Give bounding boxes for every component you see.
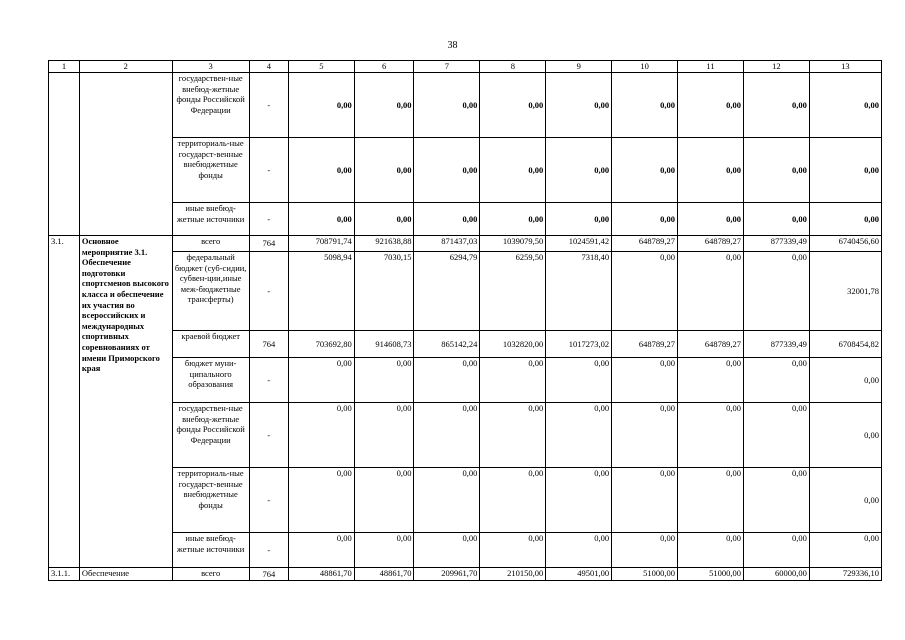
- code-cell: -: [249, 252, 288, 331]
- value-cell: 0,00: [414, 533, 480, 568]
- value-cell: 0,00: [678, 358, 744, 403]
- value-cell: 48861,70: [354, 568, 414, 581]
- value-cell: 729336,10: [809, 568, 881, 581]
- value-cell: 648789,27: [678, 331, 744, 358]
- code-cell: -: [249, 403, 288, 468]
- name-cell: Обеспечение: [79, 568, 172, 581]
- value-cell: 0,00: [809, 403, 881, 468]
- code-cell: -: [249, 533, 288, 568]
- name-cell: [79, 73, 172, 236]
- source-cell: иные внебюд-жетные источники: [172, 533, 249, 568]
- value-cell: 877339,49: [743, 236, 809, 252]
- value-cell: 0,00: [743, 138, 809, 203]
- value-cell: 48861,70: [288, 568, 354, 581]
- table-row: [49, 73, 882, 138]
- value-cell: 871437,03: [414, 236, 480, 252]
- value-cell: 0,00: [678, 403, 744, 468]
- value-cell: 0,00: [288, 138, 354, 203]
- code-cell: -: [249, 73, 288, 138]
- value-cell: 0,00: [480, 138, 546, 203]
- value-cell: 5098,94: [288, 252, 354, 331]
- table-row: [49, 468, 882, 533]
- value-cell: 0,00: [809, 533, 881, 568]
- value-cell: 0,00: [612, 203, 678, 236]
- value-cell: 0,00: [743, 73, 809, 138]
- column-header: 8: [480, 61, 546, 73]
- value-cell: 0,00: [546, 403, 612, 468]
- value-cell: 0,00: [612, 468, 678, 533]
- source-cell: всего: [172, 236, 249, 252]
- value-cell: 0,00: [354, 138, 414, 203]
- value-cell: 0,00: [414, 73, 480, 138]
- value-cell: 0,00: [678, 203, 744, 236]
- value-cell: 0,00: [743, 468, 809, 533]
- value-cell: 0,00: [612, 403, 678, 468]
- value-cell: 648789,27: [612, 236, 678, 252]
- column-header: 2: [79, 61, 172, 73]
- value-cell: 0,00: [809, 468, 881, 533]
- value-cell: 0,00: [288, 73, 354, 138]
- value-cell: 49501,00: [546, 568, 612, 581]
- value-cell: 6708454,82: [809, 331, 881, 358]
- value-cell: 0,00: [809, 73, 881, 138]
- value-cell: 210150,00: [480, 568, 546, 581]
- value-cell: 0,00: [546, 358, 612, 403]
- source-cell: краевой бюджет: [172, 331, 249, 358]
- value-cell: 0,00: [743, 403, 809, 468]
- value-cell: 6259,50: [480, 252, 546, 331]
- column-header: 13: [809, 61, 881, 73]
- column-header: 10: [612, 61, 678, 73]
- value-cell: 648789,27: [678, 236, 744, 252]
- value-cell: 0,00: [414, 138, 480, 203]
- column-header: 3: [172, 61, 249, 73]
- value-cell: 51000,00: [678, 568, 744, 581]
- value-cell: 0,00: [354, 468, 414, 533]
- value-cell: 0,00: [678, 533, 744, 568]
- value-cell: 0,00: [743, 358, 809, 403]
- number-cell: 3.1.1.: [49, 568, 80, 581]
- table-row: [49, 358, 882, 403]
- value-cell: 0,00: [354, 203, 414, 236]
- value-cell: 7030,15: [354, 252, 414, 331]
- budget-table: [48, 60, 882, 581]
- value-cell: 0,00: [414, 403, 480, 468]
- table-row: [49, 236, 882, 252]
- value-cell: 0,00: [354, 358, 414, 403]
- value-cell: 0,00: [612, 138, 678, 203]
- number-cell: 3.1.: [49, 236, 80, 568]
- column-header: 4: [249, 61, 288, 73]
- value-cell: 1017273,02: [546, 331, 612, 358]
- source-cell: территориаль-ные государст-венные внебюджетные фонды: [172, 468, 249, 533]
- value-cell: 0,00: [414, 203, 480, 236]
- source-cell: бюджет муни-ципального образования: [172, 358, 249, 403]
- table-row: [49, 533, 882, 568]
- code-cell: -: [249, 468, 288, 533]
- value-cell: 6294,79: [414, 252, 480, 331]
- column-header: 12: [743, 61, 809, 73]
- value-cell: 0,00: [354, 403, 414, 468]
- value-cell: 0,00: [354, 73, 414, 138]
- value-cell: 0,00: [546, 533, 612, 568]
- table-row: [49, 252, 882, 331]
- value-cell: 0,00: [546, 468, 612, 533]
- value-cell: 0,00: [743, 252, 809, 331]
- value-cell: 0,00: [288, 403, 354, 468]
- value-cell: 0,00: [678, 468, 744, 533]
- column-header: 7: [414, 61, 480, 73]
- value-cell: 0,00: [354, 533, 414, 568]
- value-cell: 0,00: [414, 468, 480, 533]
- code-cell: 764: [249, 236, 288, 252]
- table-row: [49, 568, 882, 581]
- value-cell: 0,00: [414, 358, 480, 403]
- source-cell: федеральный бюджет (суб-сидии, субвен-ции,иные меж-бюджетные трансферты): [172, 252, 249, 331]
- value-cell: 0,00: [612, 533, 678, 568]
- value-cell: 0,00: [612, 73, 678, 138]
- value-cell: 914608,73: [354, 331, 414, 358]
- value-cell: 0,00: [612, 358, 678, 403]
- value-cell: 0,00: [678, 138, 744, 203]
- value-cell: 0,00: [546, 138, 612, 203]
- source-cell: всего: [172, 568, 249, 581]
- value-cell: 877339,49: [743, 331, 809, 358]
- code-cell: -: [249, 203, 288, 236]
- column-header: 11: [678, 61, 744, 73]
- table-row: [49, 203, 882, 236]
- source-cell: территориаль-ные государст-венные внебюджетные фонды: [172, 138, 249, 203]
- value-cell: 0,00: [288, 203, 354, 236]
- value-cell: 0,00: [288, 533, 354, 568]
- value-cell: 0,00: [480, 203, 546, 236]
- value-cell: 0,00: [809, 203, 881, 236]
- value-cell: 921638,88: [354, 236, 414, 252]
- value-cell: 1024591,42: [546, 236, 612, 252]
- page-number: 38: [447, 40, 458, 51]
- header-row: [49, 61, 882, 73]
- value-cell: 708791,74: [288, 236, 354, 252]
- value-cell: 0,00: [480, 358, 546, 403]
- value-cell: 0,00: [678, 73, 744, 138]
- value-cell: 1032820,00: [480, 331, 546, 358]
- value-cell: 0,00: [546, 73, 612, 138]
- table-row: [49, 331, 882, 358]
- column-header: 6: [354, 61, 414, 73]
- table-row: [49, 138, 882, 203]
- value-cell: 0,00: [288, 468, 354, 533]
- source-cell: государствен-ные внебюд-жетные фонды Российской Федерации: [172, 73, 249, 138]
- value-cell: 0,00: [809, 138, 881, 203]
- table-row: [49, 403, 882, 468]
- value-cell: 0,00: [743, 533, 809, 568]
- code-cell: -: [249, 138, 288, 203]
- value-cell: 0,00: [546, 203, 612, 236]
- code-cell: 764: [249, 568, 288, 581]
- value-cell: 0,00: [480, 468, 546, 533]
- value-cell: 865142,24: [414, 331, 480, 358]
- name-cell: Основное мероприятие 3.1. Обеспечение подготовки спортсменов высокого класса и обеспечение их участия во всероссийских и международных спортивных соревнованиях от имени Приморского края: [79, 236, 172, 568]
- number-cell: [49, 73, 80, 236]
- column-header: 9: [546, 61, 612, 73]
- value-cell: 648789,27: [612, 331, 678, 358]
- value-cell: 0,00: [480, 403, 546, 468]
- value-cell: 0,00: [743, 203, 809, 236]
- value-cell: 51000,00: [612, 568, 678, 581]
- column-header: 1: [49, 61, 80, 73]
- value-cell: 7318,40: [546, 252, 612, 331]
- value-cell: 0,00: [480, 73, 546, 138]
- value-cell: 0,00: [678, 252, 744, 331]
- code-cell: 764: [249, 331, 288, 358]
- value-cell: 1039079,50: [480, 236, 546, 252]
- value-cell: 6740456,60: [809, 236, 881, 252]
- value-cell: 0,00: [480, 533, 546, 568]
- code-cell: -: [249, 358, 288, 403]
- source-cell: иные внебюд-жетные источники: [172, 203, 249, 236]
- value-cell: 209961,70: [414, 568, 480, 581]
- column-header: 5: [288, 61, 354, 73]
- value-cell: 0,00: [612, 252, 678, 331]
- value-cell: 32001,78: [809, 252, 881, 331]
- value-cell: 0,00: [288, 358, 354, 403]
- source-cell: государствен-ные внебюд-жетные фонды Российской Федерации: [172, 403, 249, 468]
- value-cell: 703692,80: [288, 331, 354, 358]
- value-cell: 60000,00: [743, 568, 809, 581]
- value-cell: 0,00: [809, 358, 881, 403]
